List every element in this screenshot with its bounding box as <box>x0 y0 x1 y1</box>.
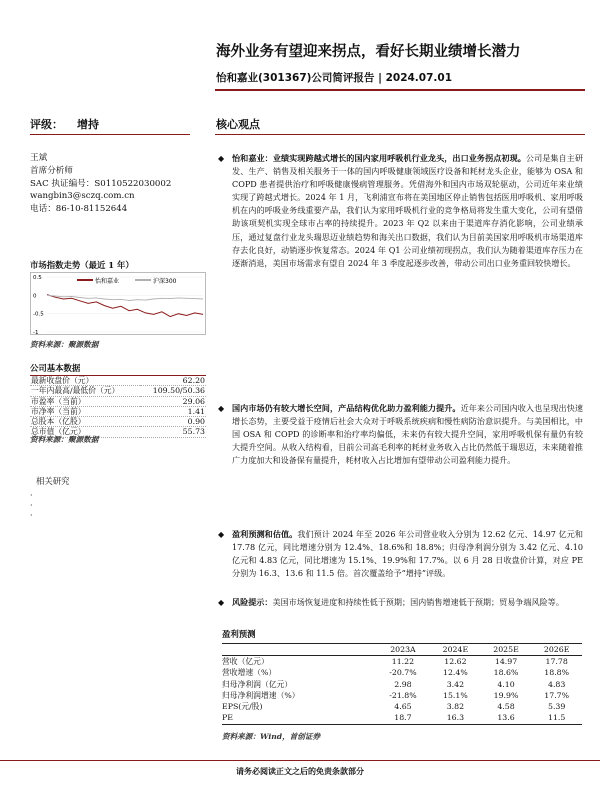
table-row <box>30 376 206 386</box>
cell: 归母净利润（亿元） <box>222 679 293 689</box>
basic-label: 一年内最高/最低价（元） <box>31 386 120 396</box>
cell: 17.78 <box>545 657 568 666</box>
forecast-heading: 盈利预测 <box>222 629 256 639</box>
cell: 11.5 <box>531 712 582 724</box>
para-4 <box>216 596 583 609</box>
table-header-row <box>222 644 582 656</box>
para-2-lead: 国内市场仍有较大增长空间，产品结构优化助力盈利能力提升。 <box>232 403 461 413</box>
table-row <box>222 667 582 678</box>
basic-data-heading: 公司基本数据 <box>30 362 206 376</box>
report-subtitle: 怡和嘉业(301367)公司简评报告 | 2024.07.01 <box>216 72 453 84</box>
core-views-heading: 核心观点 <box>216 118 260 131</box>
basic-label: 最新收盘价（元） <box>31 376 94 385</box>
cell: 4.83 <box>547 679 566 689</box>
basic-value: 1.41 <box>187 406 205 416</box>
basic-value: 29.06 <box>182 396 205 406</box>
basic-data-source: 资料来源：聚源数据 <box>30 435 99 444</box>
legend-index-label: 沪深300 <box>153 278 177 285</box>
y-tick-label: 0 <box>33 293 37 300</box>
right-divider <box>215 134 585 135</box>
footer-divider <box>0 760 600 761</box>
analyst-role: 首席分析师 <box>30 165 73 176</box>
basic-label: 总股本（亿股） <box>31 417 86 427</box>
basic-value: 55.73 <box>182 427 205 437</box>
rating-label: 评级： <box>30 118 63 131</box>
analyst-cert: SAC 执证编号：S0110522030002 <box>30 178 172 189</box>
y-tick-label: -1 <box>33 330 39 336</box>
cell: 3.82 <box>446 702 465 712</box>
cell: 2.98 <box>394 679 412 689</box>
cell: 营收（亿元） <box>222 657 269 666</box>
cell: 18.6% <box>493 668 519 678</box>
cell: 15.1% <box>443 690 468 700</box>
rating-value: 增持 <box>77 118 99 131</box>
basic-value: 0.90 <box>187 417 205 427</box>
header-divider <box>215 89 585 91</box>
col-header: 2024E <box>430 644 481 656</box>
basic-label: 市净率（当前） <box>31 406 86 416</box>
table-row <box>222 679 582 690</box>
left-divider <box>30 134 190 135</box>
para-3 <box>216 528 583 580</box>
cell: 归母净利润增速（%） <box>222 690 300 700</box>
related-bullets: · · · <box>30 491 33 520</box>
para-4-lead: 风险提示： <box>232 597 273 607</box>
para-3-lead: 盈利预测和估值。 <box>232 529 298 539</box>
cell: 4.10 <box>497 679 515 689</box>
market-chart-heading: 市场指数走势（最近 1 年） <box>30 260 134 270</box>
cell: 营收增速（%） <box>222 668 277 678</box>
cell: 18.7 <box>376 712 430 724</box>
basic-label: 市盈率（当前） <box>31 396 86 406</box>
basic-value: 62.20 <box>182 376 205 385</box>
footer-disclaimer: 请务必阅读正文之后的免责条款部分 <box>236 767 364 776</box>
table-row <box>222 701 582 712</box>
cell: 3.42 <box>446 679 465 689</box>
basic-data-table <box>30 376 206 438</box>
y-tick-label: 0.5 <box>33 275 42 281</box>
cell: PE <box>222 712 376 724</box>
cell: 16.3 <box>430 712 481 724</box>
basic-value: 109.50/50.36 <box>152 386 205 396</box>
chart-legend <box>77 277 177 285</box>
cell: 4.58 <box>497 702 515 712</box>
cell: 11.22 <box>391 657 415 666</box>
table-row <box>222 690 582 701</box>
rating <box>30 116 113 132</box>
table-row <box>30 396 206 406</box>
analyst-info <box>30 152 171 216</box>
table-row <box>30 417 206 427</box>
bullet-icon: ◆ <box>218 154 225 163</box>
analyst-email[interactable]: wangbin3@sczq.com.cn <box>30 191 135 202</box>
para-1-text: 公司是集自主研发、生产、销售及相关服务于一体的国内呼吸健康领域医疗设备和耗材龙头企业，能够为 OSA 和 COPD 患者提供治疗和呼吸健康慢病管理服务。凭借海外和国内市场双轮驱动，公司近年来业绩实现了跨越式增长。2024 年 1 月，飞利浦宣布将在美国地区停止销售包括医用呼吸机、家用呼吸机在内的呼吸业务线重要产品，我们认为家用呼吸机行业的竞争格局将发生重大变化，公司有望借助该项契机实现全球市占率的持续提升。2023 年 Q2 以来由于渠道库存消化影响，公司业绩承压，通过复盘行业龙头瑞思迈业绩趋势和海关出口数据，我们认为目前美国家用呼吸机市场渠道库存去化良好，动销逐步恢复常态。2024 年 Q1 公司业绩初现拐点，我们认为随着渠道库存压力在逐渐消退，美国市场需求有望自 2024 年 3 季度起逐步改善，带动公司出口业务重回较快增长。 <box>232 153 583 268</box>
para-2-text: 近年来公司国内收入也呈现出快速增长态势，主要受益于疫情后社会大众对于呼吸系统疾病和慢性病防治意识提升。与美国相比，中国 OSA 和 COPD 的诊断率和治疗率均偏低，未来仍有较大提升空间，家用呼吸机保有量仍有较大提升空间。从收入结构看，目前公司高毛利率的耗材业务收入占比仍然低于瑞思迈，未来随着推广力度加大和设备保有量提升，耗材收入占比增加有望带动公司盈利能力提升。 <box>232 403 583 466</box>
analyst-name: 王斌 <box>30 153 48 163</box>
market-chart-svg <box>31 273 207 336</box>
col-header <box>222 644 376 656</box>
para-2 <box>216 402 583 467</box>
col-header: 2025E <box>481 644 532 656</box>
cell: 12.4% <box>443 668 468 678</box>
table-row <box>222 712 582 724</box>
para-3-text: 我们预计 2024 年至 2026 年公司营业收入分别为 12.62 亿元、14.97 亿元和 17.78 亿元，同比增速分别为 12.4%、18.6%和 18.8%；归母净利润分别为 3.42 亿元、4.10 亿元和 4.83 亿元，同比增速为 15.1%、19.9%和 17.7%。以 6 月 28 日收盘价计算，对应 PE 分别为 16.3、13.6 和 11.5 倍。首次覆盖给予“增持”评级。 <box>232 529 583 579</box>
market-chart-source: 资料来源：聚源数据 <box>30 340 99 349</box>
related-research-heading: 相关研究 <box>36 476 70 486</box>
table-row <box>30 406 206 416</box>
series-line-index <box>47 295 203 300</box>
bullet-icon: ◆ <box>218 530 225 539</box>
bullet-icon: ◆ <box>218 404 225 413</box>
y-tick-label: -0.5 <box>33 311 44 318</box>
table-row <box>30 386 206 396</box>
analyst-phone: 电话：86-10-81152644 <box>30 204 128 215</box>
market-chart <box>30 272 206 335</box>
cell: 13.6 <box>481 712 532 724</box>
forecast-table <box>222 643 582 725</box>
para-1 <box>216 152 583 270</box>
table-row <box>222 656 582 668</box>
cell: 18.8% <box>544 668 570 678</box>
col-header: 2026E <box>531 644 582 656</box>
cell: 4.65 <box>394 702 412 712</box>
cell: 14.97 <box>494 657 518 666</box>
cell: -20.7% <box>389 668 417 678</box>
cell: 5.39 <box>547 702 566 712</box>
cell: 12.62 <box>444 657 467 666</box>
basic-label: 总市值（亿元） <box>31 427 86 437</box>
cell: 19.9% <box>493 690 519 700</box>
report-title: 海外业务有望迎来拐点，看好长期业绩增长潜力 <box>216 44 521 60</box>
cell: -21.8% <box>389 690 417 700</box>
cell: 17.7% <box>544 690 570 700</box>
para-1-lead: 怡和嘉业：业绩实现跨越式增长的国内家用呼吸机行业龙头，出口业务拐点初现。 <box>232 153 526 163</box>
col-header: 2023A <box>376 644 430 656</box>
bullet-icon: ◆ <box>218 598 225 607</box>
forecast-source: 资料来源：Wind，首创证券 <box>222 732 321 741</box>
cell: EPS(元/股) <box>222 702 263 712</box>
legend-stock-label: 怡和嘉业 <box>95 278 120 285</box>
para-4-text: 美国市场恢复进度和持续性低于预期；国内销售增速低于预期；贸易争端风险等。 <box>272 597 564 607</box>
